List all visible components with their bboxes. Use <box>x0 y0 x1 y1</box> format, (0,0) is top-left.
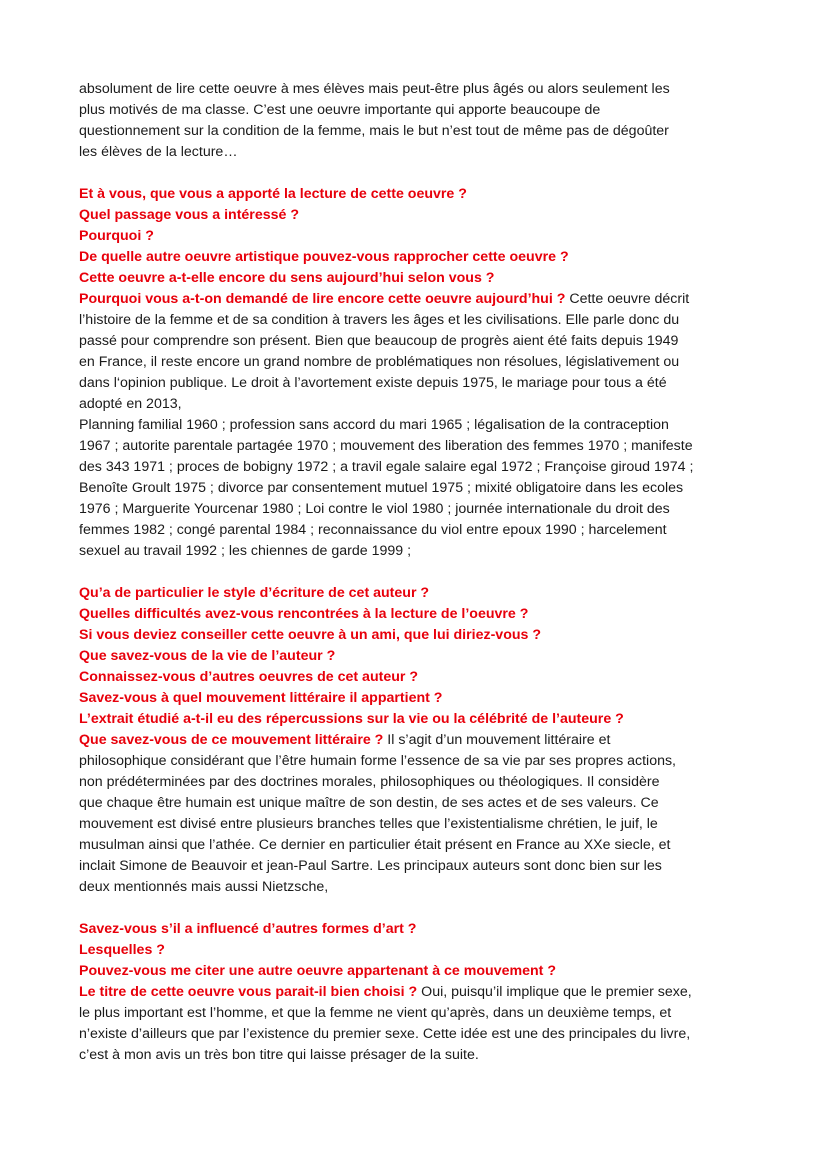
answer-line: dans l‘opinion publique. Le droit à l’avortement existe depuis 1975, le mariage pour tous a été <box>79 375 667 391</box>
answer-line: mouvement est divisé entre plusieurs branches telles que l’existentialisme chrétien, le juif, le <box>79 816 658 832</box>
text-line: questionnement sur la condition de la femme, mais le but n’est tout de même pas de dégoûter <box>79 123 669 139</box>
question-text: Si vous deviez conseiller cette oeuvre à un ami, que lui diriez-vous ? <box>79 627 542 643</box>
answer-line: musulman ainsi que l’athée. Ce dernier en particulier était présent en France au XXe siecle, et <box>79 837 671 853</box>
question-text: Le titre de cette oeuvre vous parait-il bien choisi ? <box>79 984 418 1000</box>
question-text: Quel passage vous a intéressé ? <box>79 207 300 223</box>
question-text: Cette oeuvre a-t-elle encore du sens aujourd’hui selon vous ? <box>79 270 495 286</box>
question-text: Qu’a de particulier le style d’écriture de cet auteur ? <box>79 585 430 601</box>
question-text: Savez-vous s’il a influencé d’autres formes d’art ? <box>79 921 417 937</box>
document-page <box>79 79 751 1066</box>
question-text: De quelle autre oeuvre artistique pouvez-vous rapprocher cette oeuvre ? <box>79 249 569 265</box>
text-line: les élèves de la lecture… <box>79 144 238 160</box>
answer-text: Il s’agit d’un mouvement littéraire et <box>383 732 611 748</box>
answer-text: Oui, puisqu’il implique que le premier sexe, <box>417 984 692 1000</box>
question-answer-line <box>79 730 751 751</box>
answer-line: n’existe d’ailleurs que par l’existence du premier sexe. Cette idée est une des principales du livre, <box>79 1026 691 1042</box>
intro-paragraph <box>79 79 751 163</box>
question-text: Pourquoi ? <box>79 228 154 244</box>
question-text: Connaissez-vous d’autres oeuvres de cet auteur ? <box>79 669 419 685</box>
paragraph-gap <box>79 163 751 184</box>
answer-line: philosophique considérant que l’être humain forme l’essence de sa vie par ses propres actions, <box>79 753 677 769</box>
question-text: Pourquoi vous a-t-on demandé de lire encore cette oeuvre aujourd’hui ? <box>79 291 566 307</box>
question-text: Que savez-vous de la vie de l’auteur ? <box>79 648 336 664</box>
timeline-line: femmes 1982 ; congé parental 1984 ; reconnaissance du viol entre epoux 1990 ; harcelement <box>79 522 667 538</box>
timeline-line: 1967 ; autorite parentale partagée 1970 ; mouvement des liberation des femmes 1970 ; manifeste <box>79 438 693 454</box>
answer-line: c’est à mon avis un très bon titre qui laisse présager de la suite. <box>79 1047 479 1063</box>
question-text: Et à vous, que vous a apporté la lecture de cette oeuvre ? <box>79 186 467 202</box>
answer-text: Cette oeuvre décrit <box>565 291 690 307</box>
question-text: Pouvez-vous me citer une autre oeuvre appartenant à ce mouvement ? <box>79 963 556 979</box>
paragraph-gap <box>79 898 751 919</box>
question-text: Savez-vous à quel mouvement littéraire il appartient ? <box>79 690 443 706</box>
answer-line: en France, il reste encore un grand nombre de problématiques non résolues, législativement ou <box>79 354 680 370</box>
timeline-line: des 343 1971 ; proces de bobigny 1972 ; a travil egale salaire egal 1972 ; Françoise giroud 1974 ; <box>79 459 694 475</box>
question-block-3 <box>79 919 751 1066</box>
question-text: Quelles difficultés avez-vous rencontrées à la lecture de l’oeuvre ? <box>79 606 529 622</box>
answer-line: l’histoire de la femme et de sa condition à travers les âges et les civilisations. Elle parle donc du <box>79 312 680 328</box>
question-answer-line <box>79 982 751 1003</box>
answer-line: adopté en 2013, <box>79 396 182 412</box>
text-line: absolument de lire cette oeuvre à mes élèves mais peut-être plus âgés ou alors seulement les <box>79 81 670 97</box>
question-text: Lesquelles ? <box>79 942 165 958</box>
timeline-line: 1976 ; Marguerite Yourcenar 1980 ; Loi contre le viol 1980 ; journée internationale du droit des <box>79 501 670 517</box>
question-block-2 <box>79 583 751 898</box>
timeline-line: Planning familial 1960 ; profession sans accord du mari 1965 ; légalisation de la contraception <box>79 417 669 433</box>
question-block-1 <box>79 184 751 562</box>
timeline-line: Benoîte Groult 1975 ; divorce par consentement mutuel 1975 ; mixité obligatoire dans les ecoles <box>79 480 684 496</box>
text-line: plus motivés de ma classe. C’est une oeuvre importante qui apporte beaucoupe de <box>79 102 601 118</box>
question-text: Que savez-vous de ce mouvement littéraire ? <box>79 732 384 748</box>
answer-line: deux mentionnés mais aussi Nietzsche, <box>79 879 329 895</box>
answer-line: que chaque être humain est unique maître de son destin, de ses actes et de ses valeurs. Ce <box>79 795 659 811</box>
answer-line: passé pour comprendre son présent. Bien que beaucoup de progrès aient été faits depuis 1949 <box>79 333 679 349</box>
answer-line: le plus important est l’homme, et que la femme ne vient qu’après, dans un deuxième temps, et <box>79 1005 672 1021</box>
question-answer-line <box>79 289 751 310</box>
timeline-line: sexuel au travail 1992 ; les chiennes de garde 1999 ; <box>79 543 412 559</box>
paragraph-gap <box>79 562 751 583</box>
answer-line: non prédéterminées par des doctrines morales, philosophiques ou théologiques. Il considère <box>79 774 660 790</box>
question-text: L’extrait étudié a-t-il eu des répercussions sur la vie ou la célébrité de l’auteure ? <box>79 711 624 727</box>
answer-line: inclait Simone de Beauvoir et jean-Paul Sartre. Les principaux auteurs sont donc bien sur les <box>79 858 662 874</box>
